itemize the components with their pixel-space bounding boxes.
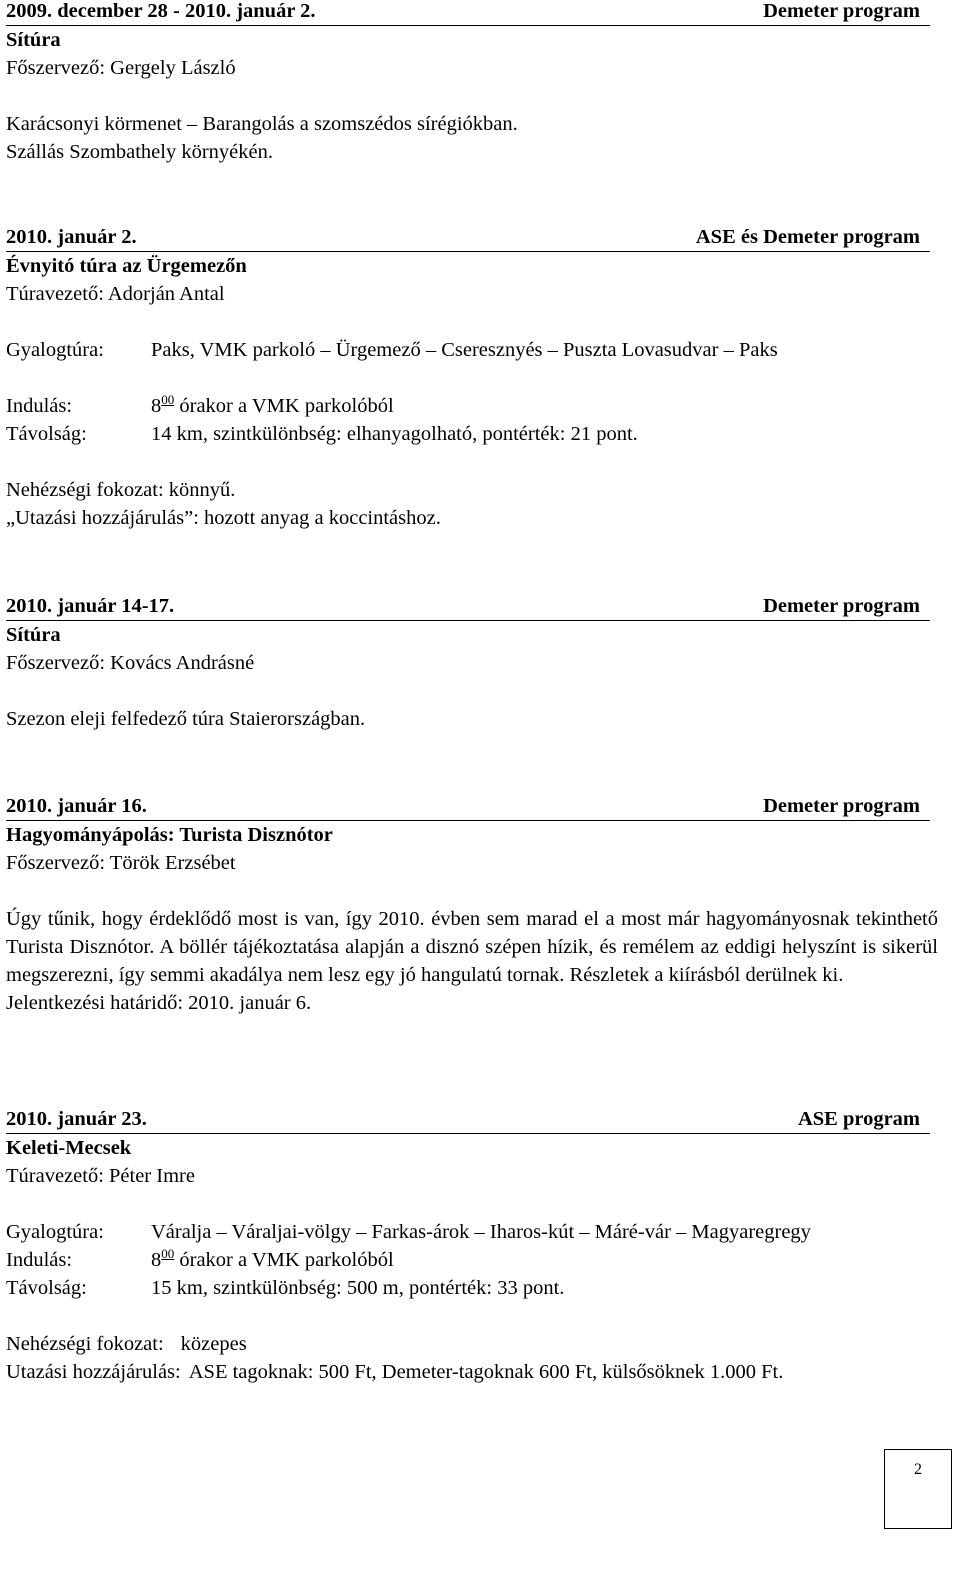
route-value: Váralja – Váraljai-völgy – Farkas-árok – Iharos-kút – Máré-vár – Magyaregregy bbox=[151, 1221, 811, 1243]
event-title: Sítúra bbox=[6, 624, 61, 646]
event-program: ASE program bbox=[797, 1108, 920, 1130]
event-program: ASE és Demeter program bbox=[695, 226, 920, 248]
event-header bbox=[6, 593, 930, 621]
event-2 bbox=[6, 224, 930, 532]
difficulty-value: közepes bbox=[180, 1333, 247, 1355]
event-description: Szállás Szombathely környékén. bbox=[6, 141, 274, 163]
event-header bbox=[6, 1106, 930, 1134]
event-organizer: Főszervező: Gergely László bbox=[6, 57, 236, 79]
start-label: Indulás: bbox=[6, 395, 73, 417]
start-minute: 00 bbox=[161, 392, 175, 407]
difficulty: Nehézségi fokozat: könnyű. bbox=[6, 479, 236, 501]
start-rest: órakor a VMK parkolóból bbox=[174, 1249, 394, 1271]
distance-label: Távolság: bbox=[6, 1277, 87, 1299]
event-date: 2009. december 28 - 2010. január 2. bbox=[6, 0, 316, 22]
event-4 bbox=[6, 793, 938, 1017]
distance-row bbox=[6, 420, 930, 448]
start-row bbox=[6, 392, 930, 420]
difficulty-label: Nehézségi fokozat: bbox=[6, 1333, 164, 1355]
event-description: Úgy tűnik, hogy érdeklődő most is van, így 2010. évben sem marad el a most már hagyományosnak tekinthető Turista Disznótor. A böllér tájékoztatása alapján a disznó szépen hízik, és remélem az eddigi helyszínt is sikerül megszerezni, így semmi akadálya nem lesz egy jó hangulatú tornak. Részletek a kiírásból derülnek ki. bbox=[6, 908, 938, 986]
distance-row bbox=[6, 1274, 930, 1302]
contribution: „Utazási hozzájárulás”: hozott anyag a koccintáshoz. bbox=[6, 507, 441, 529]
contribution-label: Utazási hozzájárulás: bbox=[6, 1361, 181, 1383]
start-value bbox=[151, 392, 394, 420]
event-date: 2010. január 14-17. bbox=[6, 595, 175, 617]
event-title: Évnyitó túra az Ürgemezőn bbox=[6, 255, 247, 277]
difficulty-row bbox=[6, 1330, 930, 1358]
distance-value: 15 km, szintkülönbség: 500 m, pontérték: 33 pont. bbox=[151, 1277, 565, 1299]
event-date: 2010. január 2. bbox=[6, 226, 137, 248]
event-leader: Túravezető: Adorján Antal bbox=[6, 283, 225, 305]
event-title: Hagyományápolás: Turista Disznótor bbox=[6, 824, 333, 846]
route-row bbox=[6, 1218, 930, 1246]
event-3 bbox=[6, 593, 930, 733]
event-program: Demeter program bbox=[763, 0, 920, 22]
event-leader: Túravezető: Péter Imre bbox=[6, 1165, 195, 1187]
event-organizer: Főszervező: Török Erzsébet bbox=[6, 852, 236, 874]
start-hour: 8 bbox=[151, 1249, 162, 1271]
event-header bbox=[6, 0, 930, 26]
event-1 bbox=[6, 0, 930, 166]
contribution-value: ASE tagoknak: 500 Ft, Demeter-tagoknak 600 Ft, külsősöknek 1.000 Ft. bbox=[188, 1361, 784, 1383]
event-description: Szezon eleji felfedező túra Staierországban. bbox=[6, 708, 366, 730]
route-row bbox=[6, 336, 930, 364]
start-label: Indulás: bbox=[6, 1249, 73, 1271]
start-value bbox=[151, 1246, 394, 1274]
event-header bbox=[6, 793, 930, 821]
route-value: Paks, VMK parkoló – Ürgemező – Cseresznyés – Puszta Lovasudvar – Paks bbox=[151, 339, 778, 361]
start-row bbox=[6, 1246, 930, 1274]
start-rest: órakor a VMK parkolóból bbox=[174, 395, 394, 417]
distance-value: 14 km, szintkülönbség: elhanyagolható, pontérték: 21 pont. bbox=[151, 423, 638, 445]
route-label: Gyalogtúra: bbox=[6, 1221, 104, 1243]
event-title: Sítúra bbox=[6, 29, 61, 51]
event-5 bbox=[6, 1106, 930, 1386]
event-organizer: Főszervező: Kovács Andrásné bbox=[6, 652, 255, 674]
event-date: 2010. január 16. bbox=[6, 795, 147, 817]
event-program: Demeter program bbox=[763, 595, 920, 617]
event-title: Keleti-Mecsek bbox=[6, 1137, 132, 1159]
event-program: Demeter program bbox=[763, 795, 920, 817]
start-minute: 00 bbox=[161, 1246, 175, 1261]
event-header bbox=[6, 224, 930, 252]
distance-label: Távolság: bbox=[6, 423, 87, 445]
event-description: Karácsonyi körmenet – Barangolás a szomszédos sírégiókban. bbox=[6, 113, 518, 135]
page-number: 2 bbox=[914, 1461, 922, 1478]
page-number-box bbox=[884, 1449, 952, 1529]
contribution-row bbox=[6, 1358, 930, 1386]
event-date: 2010. január 23. bbox=[6, 1108, 147, 1130]
start-hour: 8 bbox=[151, 395, 162, 417]
route-label: Gyalogtúra: bbox=[6, 339, 104, 361]
event-deadline: Jelentkezési határidő: 2010. január 6. bbox=[6, 992, 312, 1014]
